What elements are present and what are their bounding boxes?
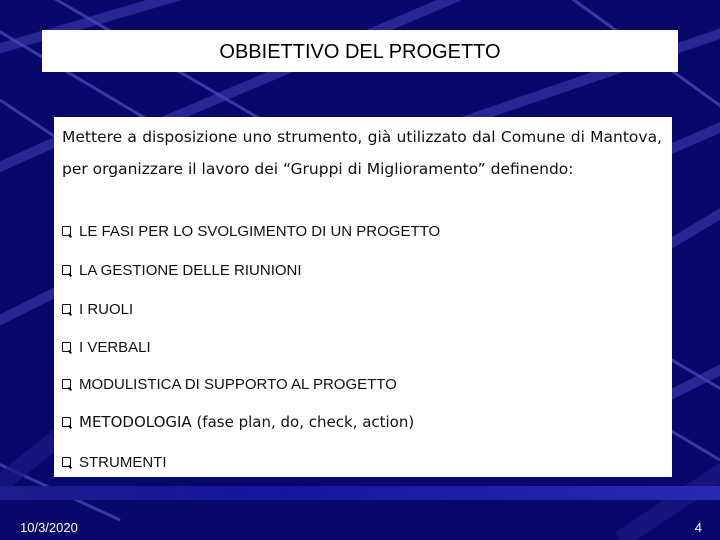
bullet-item xyxy=(62,373,397,395)
checkbox-square-icon xyxy=(62,342,72,353)
slide-title: OBBIETTIVO DEL PROGETTO xyxy=(219,40,501,63)
content-box xyxy=(54,117,672,477)
page-number: 4 xyxy=(694,520,702,535)
bullet-label: METODOLOGIA (fase plan, do, check, action) xyxy=(79,413,415,431)
checkbox-square-icon xyxy=(62,265,72,276)
checkbox-square-icon xyxy=(62,379,72,390)
footer-bar xyxy=(0,486,720,500)
bullet-item xyxy=(62,298,133,320)
footer-date: 10/3/2020 xyxy=(20,520,78,535)
bullet-item xyxy=(62,451,167,473)
bullet-item xyxy=(62,220,440,242)
bullet-label: I RUOLI xyxy=(79,300,134,318)
checkbox-square-icon xyxy=(62,226,72,237)
checkbox-square-icon xyxy=(62,304,72,315)
checkbox-square-icon xyxy=(62,417,72,428)
bullet-label: MODULISTICA DI SUPPORTO AL PROGETTO xyxy=(79,375,397,393)
bullet-item xyxy=(62,336,151,358)
bullet-label: LA GESTIONE DELLE RIUNIONI xyxy=(79,261,302,279)
title-box xyxy=(42,30,678,72)
bullet-label: I VERBALI xyxy=(79,338,151,356)
bullet-label: LE FASI PER LO SVOLGIMENTO DI UN PROGETTO xyxy=(79,222,441,240)
bullet-item xyxy=(62,411,414,433)
bullet-label: STRUMENTI xyxy=(79,453,167,471)
intro-paragraph: Mettere a disposizione uno strumento, già utilizzato dal Comune di Mantova, per organizzare il lavoro dei “Gruppi di Miglioramento” definendo: xyxy=(62,128,662,178)
checkbox-square-icon xyxy=(62,457,72,468)
bullet-item xyxy=(62,259,302,281)
